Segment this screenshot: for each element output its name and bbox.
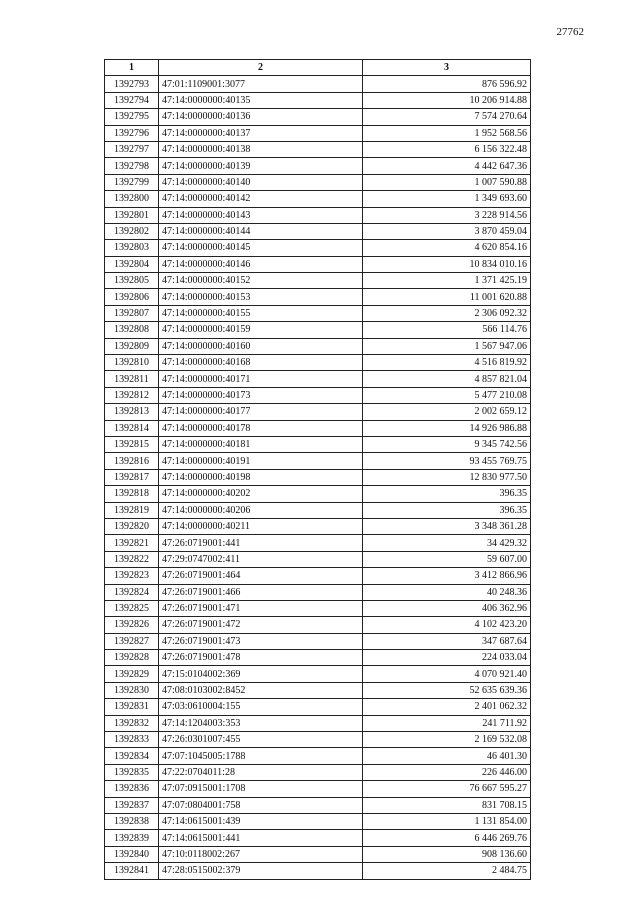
value-cell: 2 306 092.32	[363, 305, 531, 321]
cadastral-number-cell: 47:03:0610004:155	[159, 699, 363, 715]
row-number-cell: 1392824	[105, 584, 159, 600]
cadastral-number-cell: 47:07:0915001:1708	[159, 781, 363, 797]
value-cell: 93 455 769.75	[363, 453, 531, 469]
value-cell: 831 708.15	[363, 797, 531, 813]
table-row	[105, 191, 531, 207]
table-row	[105, 846, 531, 862]
cadastral-number-cell: 47:14:0000000:40206	[159, 502, 363, 518]
value-cell: 5 477 210.08	[363, 387, 531, 403]
cadastral-number-cell: 47:14:0000000:40155	[159, 305, 363, 321]
cadastral-number-cell: 47:14:0615001:441	[159, 830, 363, 846]
value-cell: 4 102 423.20	[363, 617, 531, 633]
value-cell: 4 857 821.04	[363, 371, 531, 387]
row-number-cell: 1392814	[105, 420, 159, 436]
cadastral-number-cell: 47:14:0000000:40202	[159, 486, 363, 502]
table-row	[105, 92, 531, 108]
cadastral-number-cell: 47:14:0000000:40138	[159, 141, 363, 157]
table-row	[105, 568, 531, 584]
row-number-cell: 1392826	[105, 617, 159, 633]
cadastral-number-cell: 47:26:0301007:455	[159, 732, 363, 748]
value-cell: 4 442 647.36	[363, 158, 531, 174]
table-row	[105, 650, 531, 666]
value-cell: 876 596.92	[363, 76, 531, 92]
cadastral-number-cell: 47:14:0000000:40136	[159, 109, 363, 125]
row-number-cell: 1392836	[105, 781, 159, 797]
value-cell: 10 206 914.88	[363, 92, 531, 108]
table-row	[105, 207, 531, 223]
row-number-cell: 1392832	[105, 715, 159, 731]
row-number-cell: 1392804	[105, 256, 159, 272]
cadastral-number-cell: 47:14:0000000:40146	[159, 256, 363, 272]
cadastral-number-cell: 47:14:0000000:40140	[159, 174, 363, 190]
row-number-cell: 1392827	[105, 633, 159, 649]
row-number-cell: 1392802	[105, 223, 159, 239]
value-cell: 2 401 062.32	[363, 699, 531, 715]
cadastral-number-cell: 47:14:0000000:40135	[159, 92, 363, 108]
value-cell: 1 567 947.06	[363, 338, 531, 354]
row-number-cell: 1392825	[105, 600, 159, 616]
table-row	[105, 387, 531, 403]
cadastral-number-cell: 47:22:0704011:28	[159, 764, 363, 780]
row-number-cell: 1392811	[105, 371, 159, 387]
table-row	[105, 551, 531, 567]
cadastral-number-cell: 47:10:0118002:267	[159, 846, 363, 862]
table-row	[105, 830, 531, 846]
row-number-cell: 1392793	[105, 76, 159, 92]
table-row	[105, 256, 531, 272]
value-cell: 347 687.64	[363, 633, 531, 649]
value-cell: 76 667 595.27	[363, 781, 531, 797]
table-row	[105, 699, 531, 715]
value-cell: 11 001 620.88	[363, 289, 531, 305]
cadastral-number-cell: 47:14:0000000:40178	[159, 420, 363, 436]
value-cell: 2 169 532.08	[363, 732, 531, 748]
value-cell: 3 348 361.28	[363, 518, 531, 534]
row-number-cell: 1392798	[105, 158, 159, 174]
row-number-cell: 1392801	[105, 207, 159, 223]
row-number-cell: 1392810	[105, 355, 159, 371]
value-cell: 566 114.76	[363, 322, 531, 338]
table-row	[105, 797, 531, 813]
row-number-cell: 1392806	[105, 289, 159, 305]
table-row	[105, 404, 531, 420]
row-number-cell: 1392813	[105, 404, 159, 420]
cadastral-number-cell: 47:14:0615001:439	[159, 813, 363, 829]
cadastral-number-cell: 47:26:0719001:472	[159, 617, 363, 633]
value-cell: 10 834 010.16	[363, 256, 531, 272]
row-number-cell: 1392829	[105, 666, 159, 682]
value-cell: 40 248.36	[363, 584, 531, 600]
cadastral-number-cell: 47:28:0515002:379	[159, 863, 363, 879]
value-cell: 4 070 921.40	[363, 666, 531, 682]
table-row	[105, 715, 531, 731]
table-row	[105, 174, 531, 190]
value-cell: 6 446 269.76	[363, 830, 531, 846]
table-row	[105, 617, 531, 633]
row-number-cell: 1392830	[105, 682, 159, 698]
table-row	[105, 863, 531, 879]
row-number-cell: 1392808	[105, 322, 159, 338]
row-number-cell: 1392833	[105, 732, 159, 748]
table-row	[105, 764, 531, 780]
table-row	[105, 322, 531, 338]
table-row	[105, 125, 531, 141]
cadastral-number-cell: 47:14:0000000:40139	[159, 158, 363, 174]
value-cell: 406 362.96	[363, 600, 531, 616]
cadastral-number-cell: 47:08:0103002:8452	[159, 682, 363, 698]
row-number-cell: 1392822	[105, 551, 159, 567]
table-row	[105, 223, 531, 239]
row-number-cell: 1392821	[105, 535, 159, 551]
table-row	[105, 633, 531, 649]
row-number-cell: 1392809	[105, 338, 159, 354]
page-number: 27762	[556, 26, 584, 38]
cadastral-number-cell: 47:14:1204003:353	[159, 715, 363, 731]
value-cell: 7 574 270.64	[363, 109, 531, 125]
cadastral-number-cell: 47:14:0000000:40168	[159, 355, 363, 371]
table-row	[105, 781, 531, 797]
row-number-cell: 1392816	[105, 453, 159, 469]
cadastral-number-cell: 47:14:0000000:40198	[159, 469, 363, 485]
value-cell: 9 345 742.56	[363, 436, 531, 452]
row-number-cell: 1392794	[105, 92, 159, 108]
row-number-cell: 1392838	[105, 813, 159, 829]
cadastral-number-cell: 47:07:1045005:1788	[159, 748, 363, 764]
row-number-cell: 1392805	[105, 273, 159, 289]
cadastral-number-cell: 47:26:0719001:478	[159, 650, 363, 666]
row-number-cell: 1392812	[105, 387, 159, 403]
row-number-cell: 1392831	[105, 699, 159, 715]
value-cell: 241 711.92	[363, 715, 531, 731]
cadastral-number-cell: 47:14:0000000:40211	[159, 518, 363, 534]
cadastral-number-cell: 47:29:0747002:411	[159, 551, 363, 567]
table-row	[105, 600, 531, 616]
cadastral-number-cell: 47:14:0000000:40142	[159, 191, 363, 207]
table-row	[105, 502, 531, 518]
row-number-cell: 1392820	[105, 518, 159, 534]
column-header-1: 1	[105, 60, 159, 76]
cadastral-number-cell: 47:14:0000000:40143	[159, 207, 363, 223]
cadastral-number-cell: 47:14:0000000:40173	[159, 387, 363, 403]
cadastral-number-cell: 47:07:0804001:758	[159, 797, 363, 813]
table-row	[105, 486, 531, 502]
value-cell: 6 156 322.48	[363, 141, 531, 157]
row-number-cell: 1392837	[105, 797, 159, 813]
row-number-cell: 1392799	[105, 174, 159, 190]
row-number-cell: 1392800	[105, 191, 159, 207]
value-cell: 1 952 568.56	[363, 125, 531, 141]
value-cell: 1 371 425.19	[363, 273, 531, 289]
value-cell: 2 484.75	[363, 863, 531, 879]
cadastral-number-cell: 47:01:1109001:3077	[159, 76, 363, 92]
cadastral-number-cell: 47:26:0719001:464	[159, 568, 363, 584]
cadastral-number-cell: 47:14:0000000:40181	[159, 436, 363, 452]
value-cell: 59 607.00	[363, 551, 531, 567]
cadastral-number-cell: 47:26:0719001:441	[159, 535, 363, 551]
row-number-cell: 1392807	[105, 305, 159, 321]
value-cell: 224 033.04	[363, 650, 531, 666]
value-cell: 3 228 914.56	[363, 207, 531, 223]
value-cell: 52 635 639.36	[363, 682, 531, 698]
cadastral-number-cell: 47:14:0000000:40191	[159, 453, 363, 469]
row-number-cell: 1392839	[105, 830, 159, 846]
value-cell: 14 926 986.88	[363, 420, 531, 436]
cadastral-number-cell: 47:15:0104002:369	[159, 666, 363, 682]
row-number-cell: 1392803	[105, 240, 159, 256]
table-row	[105, 420, 531, 436]
cadastral-number-cell: 47:26:0719001:466	[159, 584, 363, 600]
value-cell: 12 830 977.50	[363, 469, 531, 485]
value-cell: 396.35	[363, 502, 531, 518]
value-cell: 2 002 659.12	[363, 404, 531, 420]
value-cell: 226 446.00	[363, 764, 531, 780]
table-row	[105, 813, 531, 829]
table-row	[105, 305, 531, 321]
table-row	[105, 518, 531, 534]
row-number-cell: 1392817	[105, 469, 159, 485]
row-number-cell: 1392818	[105, 486, 159, 502]
row-number-cell: 1392797	[105, 141, 159, 157]
value-cell: 34 429.32	[363, 535, 531, 551]
table-row	[105, 109, 531, 125]
table-row	[105, 289, 531, 305]
table-body	[105, 76, 531, 879]
cadastral-number-cell: 47:14:0000000:40160	[159, 338, 363, 354]
table-row	[105, 371, 531, 387]
value-cell: 396.35	[363, 486, 531, 502]
table-header-row	[105, 60, 531, 76]
cadastral-number-cell: 47:14:0000000:40137	[159, 125, 363, 141]
row-number-cell: 1392815	[105, 436, 159, 452]
table-row	[105, 469, 531, 485]
column-header-2: 2	[159, 60, 363, 76]
row-number-cell: 1392796	[105, 125, 159, 141]
table-row	[105, 240, 531, 256]
row-number-cell: 1392819	[105, 502, 159, 518]
table-row	[105, 158, 531, 174]
cadastral-number-cell: 47:26:0719001:473	[159, 633, 363, 649]
cadastral-number-cell: 47:26:0719001:471	[159, 600, 363, 616]
row-number-cell: 1392835	[105, 764, 159, 780]
table-row	[105, 732, 531, 748]
cadastral-value-table	[104, 59, 531, 880]
row-number-cell: 1392841	[105, 863, 159, 879]
table-row	[105, 355, 531, 371]
value-cell: 1 349 693.60	[363, 191, 531, 207]
table-row	[105, 76, 531, 92]
cadastral-number-cell: 47:14:0000000:40144	[159, 223, 363, 239]
value-cell: 3 870 459.04	[363, 223, 531, 239]
value-cell: 908 136.60	[363, 846, 531, 862]
table-row	[105, 141, 531, 157]
value-cell: 4 516 819.92	[363, 355, 531, 371]
cadastral-number-cell: 47:14:0000000:40159	[159, 322, 363, 338]
table-row	[105, 453, 531, 469]
cadastral-number-cell: 47:14:0000000:40152	[159, 273, 363, 289]
row-number-cell: 1392834	[105, 748, 159, 764]
table-row	[105, 338, 531, 354]
value-cell: 3 412 866.96	[363, 568, 531, 584]
value-cell: 1 131 854.00	[363, 813, 531, 829]
cadastral-number-cell: 47:14:0000000:40177	[159, 404, 363, 420]
cadastral-number-cell: 47:14:0000000:40153	[159, 289, 363, 305]
table-row	[105, 535, 531, 551]
value-cell: 1 007 590.88	[363, 174, 531, 190]
column-header-3: 3	[363, 60, 531, 76]
row-number-cell: 1392828	[105, 650, 159, 666]
cadastral-number-cell: 47:14:0000000:40171	[159, 371, 363, 387]
cadastral-number-cell: 47:14:0000000:40145	[159, 240, 363, 256]
row-number-cell: 1392840	[105, 846, 159, 862]
table-row	[105, 666, 531, 682]
row-number-cell: 1392795	[105, 109, 159, 125]
table-row	[105, 584, 531, 600]
table-row	[105, 682, 531, 698]
row-number-cell: 1392823	[105, 568, 159, 584]
table-row	[105, 748, 531, 764]
table-row	[105, 436, 531, 452]
value-cell: 46 401.30	[363, 748, 531, 764]
table-row	[105, 273, 531, 289]
value-cell: 4 620 854.16	[363, 240, 531, 256]
